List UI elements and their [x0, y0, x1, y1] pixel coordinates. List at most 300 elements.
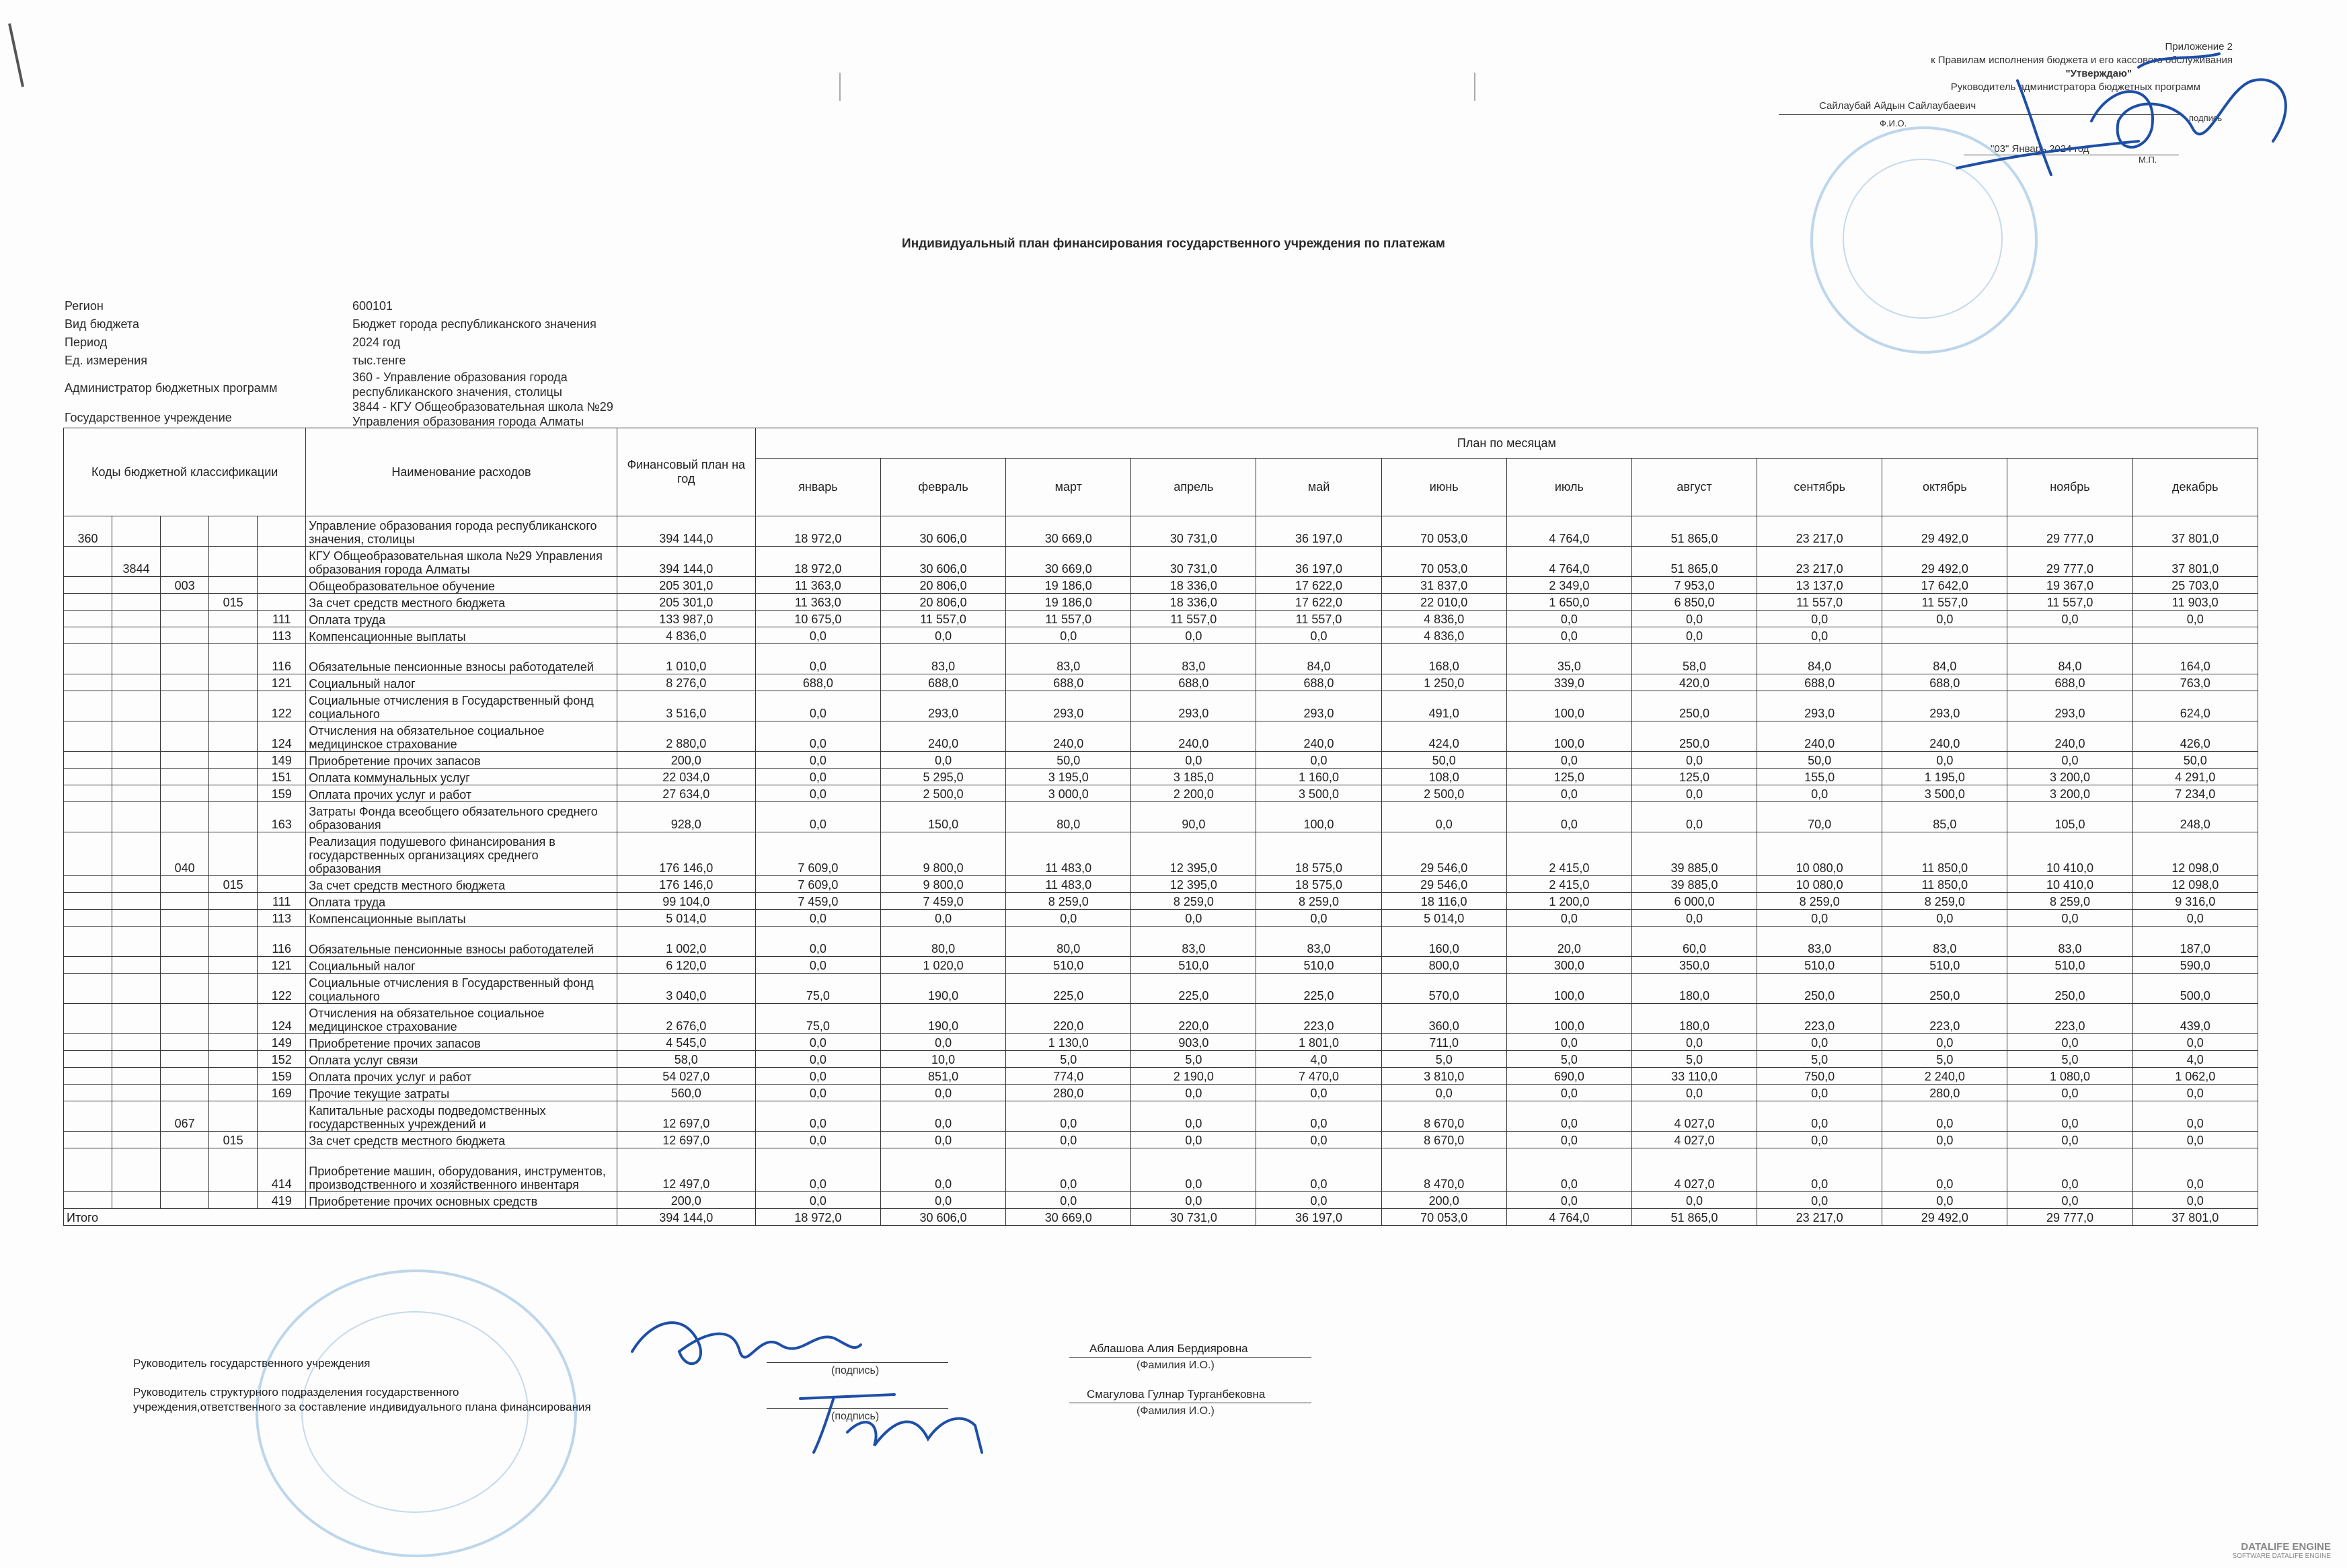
- month-value-cell: 763,0: [2132, 674, 2258, 691]
- month-value-cell: 29 492,0: [1882, 547, 2007, 577]
- code-cell: [161, 1085, 209, 1101]
- month-value-cell: 11 557,0: [1006, 611, 1131, 627]
- month-value-cell: 774,0: [1006, 1068, 1131, 1085]
- month-value-cell: 5,0: [1882, 1051, 2007, 1068]
- code-cell: [112, 594, 161, 611]
- month-value-cell: 690,0: [1506, 1068, 1631, 1085]
- month-value-cell: 100,0: [1506, 1004, 1631, 1034]
- month-value-cell: 83,0: [1131, 644, 1256, 674]
- month-value-cell: 11 483,0: [1006, 876, 1131, 893]
- month-value-cell: 4 027,0: [1631, 1148, 1757, 1192]
- month-value-cell: 0,0: [2007, 752, 2132, 769]
- code-cell: [209, 577, 258, 594]
- year-plan-cell: 560,0: [617, 1085, 755, 1101]
- code-cell: [112, 1132, 161, 1148]
- month-value-cell: 0,0: [1256, 1148, 1381, 1192]
- month-value-cell: 223,0: [1882, 1004, 2007, 1034]
- code-cell: [112, 1034, 161, 1051]
- table-row: [64, 802, 2258, 832]
- table-row: [64, 516, 2258, 547]
- month-value-cell: 0,0: [881, 1192, 1006, 1209]
- total-month-cell: 30 669,0: [1006, 1209, 1131, 1226]
- month-value-cell: 39 885,0: [1631, 832, 1757, 876]
- code-cell: [112, 611, 161, 627]
- month-value-cell: 30 606,0: [881, 516, 1006, 547]
- month-value-cell: 168,0: [1381, 644, 1506, 674]
- year-plan-cell: 1 002,0: [617, 927, 755, 957]
- expense-name-cell: За счет средств местного бюджета: [306, 594, 617, 611]
- month-value-cell: 0,0: [755, 769, 880, 785]
- table-row: [64, 721, 2258, 752]
- month-value-cell: 108,0: [1381, 769, 1506, 785]
- code-cell: [209, 957, 258, 974]
- code-cell: [258, 516, 306, 547]
- code-cell: 116: [258, 644, 306, 674]
- month-value-cell: 240,0: [1006, 721, 1131, 752]
- month-value-cell: 0,0: [881, 752, 1006, 769]
- month-value-cell: 11 557,0: [2007, 594, 2132, 611]
- expense-name-cell: Компенсационные выплаты: [306, 910, 617, 927]
- month-value-cell: 4 764,0: [1506, 547, 1631, 577]
- month-value-cell: 164,0: [2132, 644, 2258, 674]
- code-cell: 015: [209, 876, 258, 893]
- month-value-cell: 11 850,0: [1882, 876, 2007, 893]
- month-value-cell: 4 027,0: [1631, 1101, 1757, 1132]
- month-value-cell: 10 410,0: [2007, 876, 2132, 893]
- month-value-cell: 6 850,0: [1631, 594, 1757, 611]
- code-cell: [64, 1101, 112, 1132]
- month-value-cell: 0,0: [881, 1132, 1006, 1148]
- fio-caption-head: (Фамилия И.О.): [1137, 1360, 1215, 1371]
- month-value-cell: 13 137,0: [1757, 577, 1882, 594]
- code-cell: 151: [258, 769, 306, 785]
- code-cell: [64, 1085, 112, 1101]
- month-value-cell: 0,0: [2007, 1148, 2132, 1192]
- header-month: июнь: [1381, 459, 1506, 516]
- code-cell: [112, 910, 161, 927]
- meta-value: 3844 - КГУ Общеобразовательная школа №29 Управления образования города Алматы: [352, 400, 613, 428]
- code-cell: [64, 611, 112, 627]
- month-value-cell: 7 609,0: [755, 876, 880, 893]
- code-cell: 040: [161, 832, 209, 876]
- code-cell: [258, 1132, 306, 1148]
- month-value-cell: 0,0: [755, 1034, 880, 1051]
- month-value-cell: 0,0: [1256, 752, 1381, 769]
- code-cell: 419: [258, 1192, 306, 1209]
- code-cell: [209, 644, 258, 674]
- code-cell: 122: [258, 974, 306, 1004]
- month-value-cell: 570,0: [1381, 974, 1506, 1004]
- month-value-cell: [2007, 627, 2132, 644]
- month-value-cell: 75,0: [755, 974, 880, 1004]
- month-value-cell: 150,0: [881, 802, 1006, 832]
- code-cell: [112, 876, 161, 893]
- month-value-cell: 0,0: [1757, 1085, 1882, 1101]
- month-value-cell: 4 291,0: [2132, 769, 2258, 785]
- month-value-cell: 8 259,0: [1131, 893, 1256, 910]
- month-value-cell: 8 259,0: [1882, 893, 2007, 910]
- total-month-cell: 4 764,0: [1506, 1209, 1631, 1226]
- signature-sub-label-line-1: Руководитель структурного подразделения государственного: [133, 1386, 459, 1399]
- code-cell: [161, 910, 209, 927]
- code-cell: [209, 1068, 258, 1085]
- code-cell: [112, 644, 161, 674]
- month-value-cell: 590,0: [2132, 957, 2258, 974]
- month-value-cell: 75,0: [755, 1004, 880, 1034]
- month-value-cell: 688,0: [1131, 674, 1256, 691]
- header-month: сентябрь: [1757, 459, 1882, 516]
- month-value-cell: 510,0: [1757, 957, 1882, 974]
- code-cell: [64, 785, 112, 802]
- table-row: [64, 691, 2258, 721]
- month-value-cell: 0,0: [1131, 910, 1256, 927]
- month-value-cell: 5,0: [1506, 1051, 1631, 1068]
- month-value-cell: 10 080,0: [1757, 876, 1882, 893]
- month-value-cell: 5 014,0: [1381, 910, 1506, 927]
- month-value-cell: 23 217,0: [1757, 547, 1882, 577]
- month-value-cell: 2 200,0: [1131, 785, 1256, 802]
- month-value-cell: 29 777,0: [2007, 516, 2132, 547]
- month-value-cell: 8 259,0: [1757, 893, 1882, 910]
- year-plan-cell: 27 634,0: [617, 785, 755, 802]
- month-value-cell: 0,0: [1256, 627, 1381, 644]
- month-value-cell: 0,0: [1631, 752, 1757, 769]
- expense-name-cell: Социальный налог: [306, 957, 617, 974]
- month-value-cell: 360,0: [1381, 1004, 1506, 1034]
- code-cell: [64, 1004, 112, 1034]
- code-cell: [112, 802, 161, 832]
- month-value-cell: 0,0: [1631, 1085, 1757, 1101]
- month-value-cell: 2 190,0: [1131, 1068, 1256, 1085]
- month-value-cell: 240,0: [1882, 721, 2007, 752]
- code-cell: [209, 893, 258, 910]
- month-value-cell: 100,0: [1506, 691, 1631, 721]
- month-value-cell: 0,0: [1131, 627, 1256, 644]
- code-cell: 003: [161, 577, 209, 594]
- month-value-cell: 50,0: [2132, 752, 2258, 769]
- month-value-cell: 300,0: [1506, 957, 1631, 974]
- code-cell: [64, 910, 112, 927]
- month-value-cell: 7 459,0: [881, 893, 1006, 910]
- month-value-cell: 903,0: [1131, 1034, 1256, 1051]
- month-value-cell: 3 000,0: [1006, 785, 1131, 802]
- month-value-cell: 250,0: [1757, 974, 1882, 1004]
- month-value-cell: 0,0: [1506, 802, 1631, 832]
- total-month-cell: 18 972,0: [755, 1209, 880, 1226]
- month-value-cell: 0,0: [755, 1068, 880, 1085]
- month-value-cell: 8 470,0: [1381, 1148, 1506, 1192]
- table-row: [64, 1192, 2258, 1209]
- code-cell: [112, 577, 161, 594]
- code-cell: 414: [258, 1148, 306, 1192]
- approval-approved: "Утверждаю": [2065, 68, 2132, 79]
- month-value-cell: 11 850,0: [1882, 832, 2007, 876]
- code-cell: [64, 1132, 112, 1148]
- fio-caption-sub: (Фамилия И.О.): [1137, 1405, 1215, 1417]
- month-value-cell: 0,0: [2132, 1085, 2258, 1101]
- month-value-cell: 7 234,0: [2132, 785, 2258, 802]
- expense-name-cell: Приобретение прочих запасов: [306, 1034, 617, 1051]
- year-plan-cell: 133 987,0: [617, 611, 755, 627]
- month-value-cell: 0,0: [1882, 1034, 2007, 1051]
- expense-name-cell: Управление образования города республиканского значения, столицы: [306, 516, 617, 547]
- table-row: [64, 644, 2258, 674]
- table-row: [64, 1068, 2258, 1085]
- table-row: [64, 832, 2258, 876]
- month-value-cell: 70 053,0: [1381, 547, 1506, 577]
- code-cell: [161, 1004, 209, 1034]
- month-value-cell: 5,0: [1381, 1051, 1506, 1068]
- code-cell: [209, 1148, 258, 1192]
- code-cell: 124: [258, 1004, 306, 1034]
- month-value-cell: 187,0: [2132, 927, 2258, 957]
- year-plan-cell: 2 880,0: [617, 721, 755, 752]
- month-value-cell: 2 240,0: [1882, 1068, 2007, 1085]
- month-value-cell: 1 250,0: [1381, 674, 1506, 691]
- header-month: октябрь: [1882, 459, 2007, 516]
- code-cell: [112, 893, 161, 910]
- approval-head: Руководитель администратора бюджетных программ: [1950, 81, 2200, 93]
- signature-scribble-sub: [794, 1385, 995, 1459]
- month-value-cell: 9 800,0: [881, 832, 1006, 876]
- year-plan-cell: 4 836,0: [617, 627, 755, 644]
- month-value-cell: 1 020,0: [881, 957, 1006, 974]
- meta-value: тыс.тенге: [352, 354, 406, 367]
- approval-name: Сайлаубай Айдын Сайлаубаевич: [1819, 100, 1976, 112]
- code-cell: [112, 674, 161, 691]
- table-row: [64, 627, 2258, 644]
- month-value-cell: 250,0: [1631, 721, 1757, 752]
- month-value-cell: 18 972,0: [755, 547, 880, 577]
- month-value-cell: 6 000,0: [1631, 893, 1757, 910]
- table-row: [64, 1004, 2258, 1034]
- code-cell: 360: [64, 516, 112, 547]
- code-cell: 111: [258, 893, 306, 910]
- month-value-cell: 0,0: [1506, 1148, 1631, 1192]
- code-cell: [161, 785, 209, 802]
- month-value-cell: 0,0: [2007, 611, 2132, 627]
- month-value-cell: 8 259,0: [1006, 893, 1131, 910]
- expense-name-cell: Оплата труда: [306, 893, 617, 910]
- code-cell: [64, 594, 112, 611]
- code-cell: 111: [258, 611, 306, 627]
- fio-line-head: [1069, 1357, 1311, 1358]
- month-value-cell: 0,0: [1757, 1148, 1882, 1192]
- month-value-cell: 2 415,0: [1506, 876, 1631, 893]
- month-value-cell: 0,0: [1506, 752, 1631, 769]
- month-value-cell: 12 395,0: [1131, 832, 1256, 876]
- month-value-cell: 225,0: [1256, 974, 1381, 1004]
- month-value-cell: 0,0: [1506, 611, 1631, 627]
- month-value-cell: 0,0: [881, 1101, 1006, 1132]
- month-value-cell: 0,0: [1381, 802, 1506, 832]
- signature-name-sub: Смагулова Гулнар Турганбековна: [1087, 1388, 1266, 1401]
- code-cell: 163: [258, 802, 306, 832]
- code-cell: [161, 1132, 209, 1148]
- code-cell: [64, 832, 112, 876]
- month-value-cell: 220,0: [1131, 1004, 1256, 1034]
- month-value-cell: 0,0: [1757, 1132, 1882, 1148]
- month-value-cell: 8 259,0: [2007, 893, 2132, 910]
- month-value-cell: 36 197,0: [1256, 516, 1381, 547]
- code-cell: [161, 1192, 209, 1209]
- expense-name-cell: Прочие текущие затраты: [306, 1085, 617, 1101]
- month-value-cell: 39 885,0: [1631, 876, 1757, 893]
- month-value-cell: 100,0: [1256, 802, 1381, 832]
- year-plan-cell: 394 144,0: [617, 547, 755, 577]
- month-value-cell: 0,0: [1381, 1085, 1506, 1101]
- header-month: январь: [755, 459, 880, 516]
- month-value-cell: 0,0: [1882, 1132, 2007, 1148]
- total-row: [64, 1209, 2258, 1226]
- month-value-cell: 0,0: [755, 927, 880, 957]
- month-value-cell: 0,0: [1882, 1101, 2007, 1132]
- code-cell: 149: [258, 752, 306, 769]
- month-value-cell: 688,0: [1006, 674, 1131, 691]
- table-row: [64, 893, 2258, 910]
- month-value-cell: 10,0: [881, 1051, 1006, 1068]
- month-value-cell: 0,0: [1506, 1132, 1631, 1148]
- header-month: апрель: [1131, 459, 1256, 516]
- table-row: [64, 910, 2258, 927]
- approval-sign-caption: подпись: [2189, 113, 2223, 123]
- header-month: ноябрь: [2007, 459, 2132, 516]
- month-value-cell: 4 836,0: [1381, 611, 1506, 627]
- month-value-cell: 3 200,0: [2007, 769, 2132, 785]
- meta-row: [65, 399, 668, 429]
- year-plan-cell: 176 146,0: [617, 832, 755, 876]
- month-value-cell: 688,0: [2007, 674, 2132, 691]
- code-cell: [161, 627, 209, 644]
- month-value-cell: 84,0: [1757, 644, 1882, 674]
- month-value-cell: 11 363,0: [755, 577, 880, 594]
- month-value-cell: 1 080,0: [2007, 1068, 2132, 1085]
- year-plan-cell: 58,0: [617, 1051, 755, 1068]
- month-value-cell: 70 053,0: [1381, 516, 1506, 547]
- meta-row: [65, 334, 668, 352]
- signature-caption-sub: (подпись): [831, 1411, 880, 1422]
- month-value-cell: 223,0: [1256, 1004, 1381, 1034]
- code-cell: 121: [258, 957, 306, 974]
- code-cell: [64, 752, 112, 769]
- month-value-cell: 0,0: [1757, 785, 1882, 802]
- code-cell: [209, 1004, 258, 1034]
- month-value-cell: 426,0: [2132, 721, 2258, 752]
- code-cell: [64, 577, 112, 594]
- month-value-cell: 4 836,0: [1381, 627, 1506, 644]
- month-value-cell: 0,0: [1757, 611, 1882, 627]
- code-cell: [112, 1068, 161, 1085]
- month-value-cell: 11 557,0: [1131, 611, 1256, 627]
- header-month: май: [1256, 459, 1381, 516]
- month-value-cell: 1 130,0: [1006, 1034, 1131, 1051]
- month-value-cell: 1 801,0: [1256, 1034, 1381, 1051]
- month-value-cell: 711,0: [1381, 1034, 1506, 1051]
- month-value-cell: 0,0: [1006, 1192, 1131, 1209]
- month-value-cell: 0,0: [755, 910, 880, 927]
- code-cell: [64, 769, 112, 785]
- month-value-cell: 100,0: [1506, 974, 1631, 1004]
- approval-rules: к Правилам исполнения бюджета и его кассового обслуживания: [1931, 54, 2233, 66]
- month-value-cell: 31 837,0: [1381, 577, 1506, 594]
- header-month: декабрь: [2132, 459, 2258, 516]
- month-value-cell: 0,0: [1506, 1085, 1631, 1101]
- month-value-cell: 2 500,0: [881, 785, 1006, 802]
- code-cell: [64, 721, 112, 752]
- month-value-cell: 80,0: [881, 927, 1006, 957]
- total-month-cell: 36 197,0: [1256, 1209, 1381, 1226]
- month-value-cell: 17 622,0: [1256, 594, 1381, 611]
- month-value-cell: 0,0: [1006, 1148, 1131, 1192]
- approval-fio-caption: Ф.И.О.: [1880, 118, 1907, 128]
- month-value-cell: 510,0: [1131, 957, 1256, 974]
- code-cell: [64, 802, 112, 832]
- month-value-cell: 293,0: [1757, 691, 1882, 721]
- month-value-cell: 0,0: [1506, 1192, 1631, 1209]
- scan-mark: [8, 24, 24, 87]
- month-value-cell: 2 415,0: [1506, 832, 1631, 876]
- month-value-cell: 8 670,0: [1381, 1101, 1506, 1132]
- month-value-cell: 800,0: [1381, 957, 1506, 974]
- code-cell: [209, 627, 258, 644]
- month-value-cell: 0,0: [1631, 910, 1757, 927]
- total-month-cell: 30 606,0: [881, 1209, 1006, 1226]
- code-cell: [112, 974, 161, 1004]
- meta-row: [65, 352, 668, 370]
- month-value-cell: 5,0: [2007, 1051, 2132, 1068]
- total-month-cell: 51 865,0: [1631, 1209, 1757, 1226]
- code-cell: 113: [258, 910, 306, 927]
- month-value-cell: 688,0: [1256, 674, 1381, 691]
- month-value-cell: 0,0: [1256, 1085, 1381, 1101]
- month-value-cell: 0,0: [755, 1085, 880, 1101]
- month-value-cell: 30 669,0: [1006, 547, 1131, 577]
- year-plan-cell: 394 144,0: [617, 516, 755, 547]
- month-value-cell: 22 010,0: [1381, 594, 1506, 611]
- month-value-cell: 293,0: [1131, 691, 1256, 721]
- approval-appendix: Приложение 2: [2165, 41, 2233, 52]
- code-cell: [258, 832, 306, 876]
- month-value-cell: 5,0: [1006, 1051, 1131, 1068]
- meta-label: Период: [65, 336, 108, 349]
- code-cell: [161, 802, 209, 832]
- code-cell: [64, 644, 112, 674]
- year-plan-cell: 928,0: [617, 802, 755, 832]
- month-value-cell: 11 557,0: [1757, 594, 1882, 611]
- month-value-cell: 11 483,0: [1006, 832, 1131, 876]
- code-cell: [209, 832, 258, 876]
- code-cell: [161, 691, 209, 721]
- month-value-cell: 29 546,0: [1381, 832, 1506, 876]
- month-value-cell: 0,0: [755, 785, 880, 802]
- code-cell: [112, 927, 161, 957]
- code-cell: [161, 1148, 209, 1192]
- month-value-cell: 240,0: [1131, 721, 1256, 752]
- code-cell: [161, 1068, 209, 1085]
- code-cell: [112, 1192, 161, 1209]
- expense-name-cell: Отчисления на обязательное социальное медицинское страхование: [306, 721, 617, 752]
- month-value-cell: 20,0: [1506, 927, 1631, 957]
- code-cell: [209, 721, 258, 752]
- month-value-cell: 851,0: [881, 1068, 1006, 1085]
- month-value-cell: 190,0: [881, 1004, 1006, 1034]
- code-cell: [209, 547, 258, 577]
- month-value-cell: 0,0: [2132, 1192, 2258, 1209]
- table-row: [64, 1148, 2258, 1192]
- year-plan-cell: 3 516,0: [617, 691, 755, 721]
- month-value-cell: 18 575,0: [1256, 832, 1381, 876]
- code-cell: [258, 577, 306, 594]
